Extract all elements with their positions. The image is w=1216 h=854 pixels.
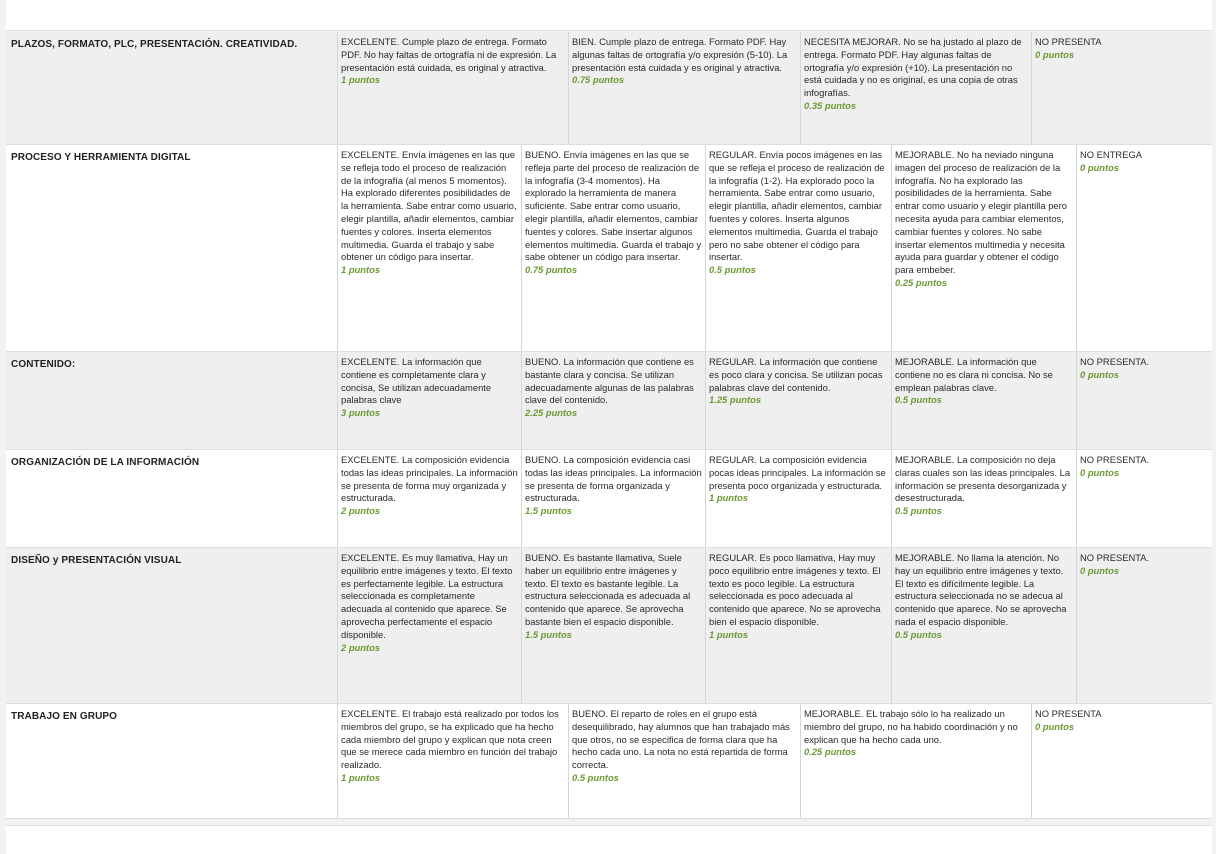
level-points: 0.25 puntos <box>804 746 857 758</box>
criterion-label: CONTENIDO: <box>11 359 76 370</box>
level-description: MEJORABLE. No llama la atención. No hay un equilibrio entre imágenes y texto. El texto es difícilmente legible. La estructura seleccionada no se adecua al contenido que aparece. No se aprovecha nada el espacio disponible. <box>895 552 1067 627</box>
level-cell <box>337 450 521 547</box>
level-description: NO PRESENTA. <box>1080 356 1150 367</box>
level-cell <box>521 352 705 449</box>
rubric-row <box>6 450 1212 548</box>
level-description: EXCELENTE. El trabajo está realizado por todos los miembros del grupo, se ha explicado que ha hecho cada miembro del grupo y explican que nota creen que se merece cada miembro en función del trabajo realizado. <box>341 708 559 771</box>
level-points: 0.5 puntos <box>572 771 619 783</box>
level-cell <box>337 145 521 351</box>
level-description: BIEN. Cumple plazo de entrega. Formato PDF. Hay algunas faltas de ortografía y/o expresión (5-10). La presentación está cuidada y es original y atractiva. <box>572 36 788 73</box>
level-description: BUENO. Envía imágenes en las que se refleja parte del proceso de realización de la infografía (3-4 momentos). Ha explorado la herramienta de manera suficiente. Sabe entrar como usuario, elegir plantilla, añadir elementos, cambiar fuentes y colores. Sabe insertar algunos elementos multimedia. Guarda el trabajo y sabe obtener un código para insertar. <box>525 149 702 263</box>
level-points: 0.75 puntos <box>572 74 625 86</box>
criterion-label: TRABAJO EN GRUPO <box>11 711 118 722</box>
rubric-row <box>6 145 1212 352</box>
level-description: EXCELENTE. La información que contiene es completamente clara y concisa, Se utilizan adecuadamente palabras clave <box>341 356 492 406</box>
level-cell <box>1076 145 1212 351</box>
level-points: 0 puntos <box>1080 368 1120 380</box>
rubric-row <box>6 548 1212 704</box>
level-points: 1 puntos <box>341 74 381 86</box>
level-description: NO PRESENTA <box>1035 708 1102 719</box>
level-points: 0 puntos <box>1035 48 1075 60</box>
level-points: 1 puntos <box>709 492 749 504</box>
level-description: BUENO. El reparto de roles en el grupo está desequilibrado, hay alumnos que han trabajado más que otros, no se especifica de forma clara que ha hecho cada uno. La nota no está repartida de forma correcta. <box>572 708 790 771</box>
level-cell <box>1076 352 1212 449</box>
level-description: EXCELENTE. La composición evidencia todas las ideas principales. La información se presenta de forma muy organizada y estructurada. <box>341 454 518 504</box>
level-cell <box>337 352 521 449</box>
level-cell <box>891 145 1076 351</box>
level-cell <box>800 32 1031 144</box>
level-cell <box>800 704 1031 818</box>
level-points: 0.5 puntos <box>895 394 942 406</box>
level-points: 1.5 puntos <box>525 628 572 640</box>
level-points: 0.35 puntos <box>804 99 857 111</box>
level-points: 1.5 puntos <box>525 505 572 517</box>
level-description: REGULAR. Es poco llamativa, Hay muy poco equilibrio entre imágenes y texto. El texto es poco legible. La estructura seleccionada es poco adecuada al contenido que aparece. No se aprovecha bien el espacio disponible. <box>709 552 881 627</box>
rubric-row <box>6 704 1212 819</box>
level-description: EXCELENTE. Cumple plazo de entrega. Formato PDF. No hay faltas de ortografía ni de expresión. La presentación está cuidada, es original y atractiva. <box>341 36 557 73</box>
level-description: MEJORABLE. EL trabajo sólo lo ha realizado un miembro del grupo, no ha habido coordinación y no explican que ha hecho cada uno. <box>804 708 1018 745</box>
level-cell <box>891 450 1076 547</box>
criterion-label: ORGANIZACIÓN DE LA INFORMACIÓN <box>11 457 200 468</box>
level-points: 3 puntos <box>341 407 381 419</box>
level-points: 2 puntos <box>341 505 381 517</box>
criterion-label: PROCESO Y HERRAMIENTA DIGITAL <box>11 152 191 163</box>
level-description: MEJORABLE. La composición no deja claras cuales son las ideas principales. La información se presenta desorganizada y desestructurada. <box>895 454 1071 504</box>
level-description: NO PRESENTA. <box>1080 454 1150 465</box>
level-points: 0.5 puntos <box>895 628 942 640</box>
level-cell <box>337 704 568 818</box>
level-points: 0 puntos <box>1035 720 1075 732</box>
rubric-row <box>6 352 1212 450</box>
level-cell <box>705 352 891 449</box>
level-cell <box>705 450 891 547</box>
bottom-bar <box>6 825 1212 854</box>
level-cell <box>521 548 705 703</box>
level-description: MEJORABLE. La información que contiene no es clara ni concisa. No se emplean palabras clave. <box>895 356 1053 393</box>
level-description: NO PRESENTA <box>1035 36 1102 47</box>
level-description: NO PRESENTA. <box>1080 552 1150 563</box>
criterion-label: DISEÑO y PRESENTACIÓN VISUAL <box>11 555 182 566</box>
level-cell <box>705 548 891 703</box>
level-cell <box>337 32 568 144</box>
level-points: 0.5 puntos <box>895 505 942 517</box>
level-points: 0 puntos <box>1080 161 1120 173</box>
level-points: 0 puntos <box>1080 564 1120 576</box>
level-description: REGULAR. La composición evidencia pocas ideas principales. La información se presenta poco organizada y estructurada. <box>709 454 886 491</box>
level-description: NECESITA MEJORAR. No se ha justado al plazo de entrega. Formato PDF. Hay algunas faltas de ortografía y/o expresión (+10). La presentación no está cuidada y no es original, es una copia de otras infografías. <box>804 36 1022 99</box>
level-cell <box>1031 32 1212 144</box>
level-cell <box>705 145 891 351</box>
level-description: BUENO. La composición evidencia casi todas las ideas principales. La información se presenta de forma organizada y estructurada. <box>525 454 702 504</box>
level-description: EXCELENTE. Envía imágenes en las que se refleja todo el proceso de realización de la infografía (al menos 5 momentos). Ha explorado diferentes posibilidades de la herramienta. Sabe entrar como usuario, elegir plantilla, añadir elementos, cambiar fuentes y colores. Inserta elementos multimedia. Guarda el trabajo y sabe obtener un código para insertar. <box>341 149 517 263</box>
level-cell <box>891 352 1076 449</box>
level-description: NO ENTREGA <box>1080 149 1142 160</box>
level-cell <box>521 145 705 351</box>
rubric-row <box>6 32 1212 145</box>
level-cell <box>337 548 521 703</box>
level-cell <box>1076 548 1212 703</box>
level-description: BUENO. Es bastante llamativa, Suele haber un equilibrio entre imágenes y texto. El texto es bastante legible. La estructura seleccionada es adecuada al contenido que aparece. Se aprovecha bastante bien el espacio disponible. <box>525 552 691 627</box>
level-cell <box>568 704 800 818</box>
level-cell <box>1031 704 1212 818</box>
level-cell <box>891 548 1076 703</box>
level-points: 1 puntos <box>341 264 381 276</box>
level-description: EXCELENTE. Es muy llamativa, Hay un equilibrio entre imágenes y texto. El texto es perfectamente legible. La estructura seleccionada es completamente adecuada al contenido que aparece. Se aprovecha perfectamente el espacio disponible. <box>341 552 513 640</box>
level-points: 0.5 puntos <box>709 264 756 276</box>
level-description: MEJORABLE. No ha neviado ninguna imagen del proceso de realización de la infografía. No ha explorado las posibilidades de la herramienta. Sabe entrar como usuario y elegir plantilla pero necesita ayuda para cambiar elementos, cambiar fuentes y colores. No sabe insertar elementos multimedia y necesita ayuda para guardar y obtener el código para embeber. <box>895 149 1067 276</box>
level-points: 0.75 puntos <box>525 264 578 276</box>
level-points: 1 puntos <box>709 628 749 640</box>
level-cell <box>1076 450 1212 547</box>
level-description: BUENO. La información que contiene es bastante clara y concisa. Se utilizan adecuadamente algunas de las palabras clave del contenido. <box>525 356 694 406</box>
level-points: 2.25 puntos <box>525 407 578 419</box>
rubric-table <box>6 32 1212 819</box>
criterion-label: PLAZOS, FORMATO, PLC, PRESENTACIÓN. CREATIVIDAD. <box>11 39 298 50</box>
level-points: 0 puntos <box>1080 466 1120 478</box>
level-description: REGULAR. La información que contiene es poco clara y concisa. Se utilizan pocas palabras clave del contenido. <box>709 356 883 393</box>
top-bar <box>6 0 1212 31</box>
level-description: REGULAR. Envía pocos imágenes en las que se refleja el proceso de realización de la infografía (1-2). Ha explorado poco la herramienta. Sabe entrar como usuario, elegir plantilla, añadir elementos, cambiar fuentes y colores. Inserta algunos elementos multimedia. Guarda el trabajo pero no sabe obtener el código para insertar. <box>709 149 885 263</box>
level-points: 1 puntos <box>341 771 381 783</box>
level-points: 2 puntos <box>341 641 381 653</box>
level-points: 1.25 puntos <box>709 394 762 406</box>
level-cell <box>568 32 800 144</box>
level-points: 0.25 puntos <box>895 276 948 288</box>
level-cell <box>521 450 705 547</box>
